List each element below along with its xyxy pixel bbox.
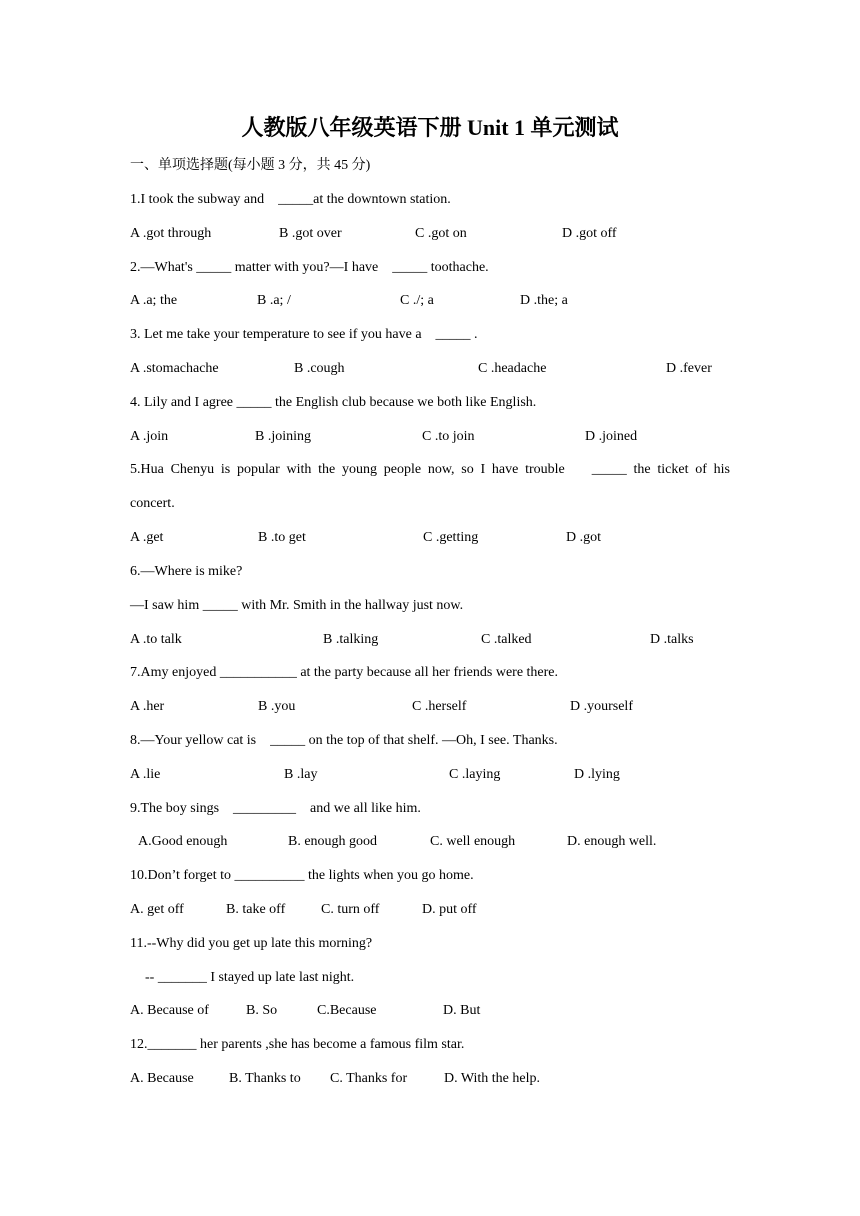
question-9-option-a: A.Good enough xyxy=(138,834,228,849)
question-1-option-b: B .got over xyxy=(279,226,342,241)
question-8-option-a: A .lie xyxy=(130,767,161,782)
question-12-option-a: A. Because xyxy=(130,1071,194,1086)
question-4-option-a: A .join xyxy=(130,429,169,444)
question-11-option-a: A. Because of xyxy=(130,1003,209,1018)
question-8-stem: 8.—Your yellow cat is _____ on the top of that shelf. —Oh, I see. Thanks. xyxy=(130,733,558,748)
question-5-stem: 5.Hua Chenyu is popular with the young people now, so I have trouble _____ the ticket of his xyxy=(130,462,730,477)
question-9-option-d: D. enough well. xyxy=(567,834,657,849)
page-title: 人教版八年级英语下册 Unit 1 单元测试 xyxy=(241,115,619,140)
question-7-option-d: D .yourself xyxy=(570,699,633,714)
question-4-option-c: C .to join xyxy=(422,429,475,444)
question-6-stem: 6.—Where is mike? xyxy=(130,564,243,579)
question-2-option-d: D .the; a xyxy=(520,293,568,308)
question-9-option-c: C. well enough xyxy=(430,834,516,849)
question-9-option-b: B. enough good xyxy=(288,834,378,849)
question-6-option-a: A .to talk xyxy=(130,632,182,647)
question-5-option-c: C .getting xyxy=(423,530,479,545)
question-1-option-a: A .got through xyxy=(130,226,212,241)
question-5-stem-continued: concert. xyxy=(130,496,175,511)
question-5-option-d: D .got xyxy=(566,530,601,545)
question-9-stem: 9.The boy sings _________ and we all like him. xyxy=(130,801,421,816)
question-2-option-b: B .a; / xyxy=(257,293,291,308)
question-12-stem: 12._______ her parents ,she has become a famous film star. xyxy=(130,1037,465,1052)
question-7-option-c: C .herself xyxy=(412,699,467,714)
question-1-option-c: C .got on xyxy=(415,226,467,241)
question-6-option-c: C .talked xyxy=(481,632,532,647)
question-12-option-c: C. Thanks for xyxy=(330,1071,408,1086)
question-4-stem: 4. Lily and I agree _____ the English club because we both like English. xyxy=(130,395,537,410)
question-8-option-d: D .lying xyxy=(574,767,620,782)
question-11-option-b: B. So xyxy=(246,1003,278,1018)
question-1-option-d: D .got off xyxy=(562,226,617,241)
question-8-option-b: B .lay xyxy=(284,767,318,782)
question-1-stem: 1.I took the subway and _____at the downtown station. xyxy=(130,192,451,207)
question-2-option-c: C ./; a xyxy=(400,293,434,308)
question-4-option-b: B .joining xyxy=(255,429,312,444)
question-3-option-b: B .cough xyxy=(294,361,345,376)
question-3-option-a: A .stomachache xyxy=(130,361,219,376)
question-6-option-d: D .talks xyxy=(650,632,694,647)
question-7-stem: 7.Amy enjoyed ___________ at the party because all her friends were there. xyxy=(130,665,559,680)
question-12-option-d: D. With the help. xyxy=(444,1071,540,1086)
question-6-stem-reply: —I saw him _____ with Mr. Smith in the hallway just now. xyxy=(130,598,464,613)
question-10-option-a: A. get off xyxy=(130,902,184,917)
section-heading: 一、单项选择题(每小题 3 分，共 45 分) xyxy=(130,158,371,173)
question-10-option-b: B. take off xyxy=(226,902,286,917)
question-7-option-a: A .her xyxy=(130,699,165,714)
question-11-option-d: D. But xyxy=(443,1003,481,1018)
question-3-option-c: C .headache xyxy=(478,361,547,376)
question-2-option-a: A .a; the xyxy=(130,293,178,308)
question-3-stem: 3. Let me take your temperature to see if you have a _____ . xyxy=(130,327,478,342)
question-2-stem: 2.—What's _____ matter with you?—I have _____ toothache. xyxy=(130,260,489,275)
question-5-option-a: A .get xyxy=(130,530,164,545)
question-8-option-c: C .laying xyxy=(449,767,501,782)
question-7-option-b: B .you xyxy=(258,699,296,714)
question-10-stem: 10.Don’t forget to __________ the lights when you go home. xyxy=(130,868,474,883)
question-10-option-c: C. turn off xyxy=(321,902,380,917)
question-10-option-d: D. put off xyxy=(422,902,477,917)
question-3-option-d: D .fever xyxy=(666,361,712,376)
question-11-stem-reply: -- _______ I stayed up late last night. xyxy=(145,970,355,985)
question-6-option-b: B .talking xyxy=(323,632,379,647)
question-12-option-b: B. Thanks to xyxy=(229,1071,301,1086)
question-4-option-d: D .joined xyxy=(585,429,638,444)
question-11-option-c: C.Because xyxy=(317,1003,377,1018)
question-5-option-b: B .to get xyxy=(258,530,306,545)
question-11-stem: 11.--Why did you get up late this morning? xyxy=(130,936,373,951)
